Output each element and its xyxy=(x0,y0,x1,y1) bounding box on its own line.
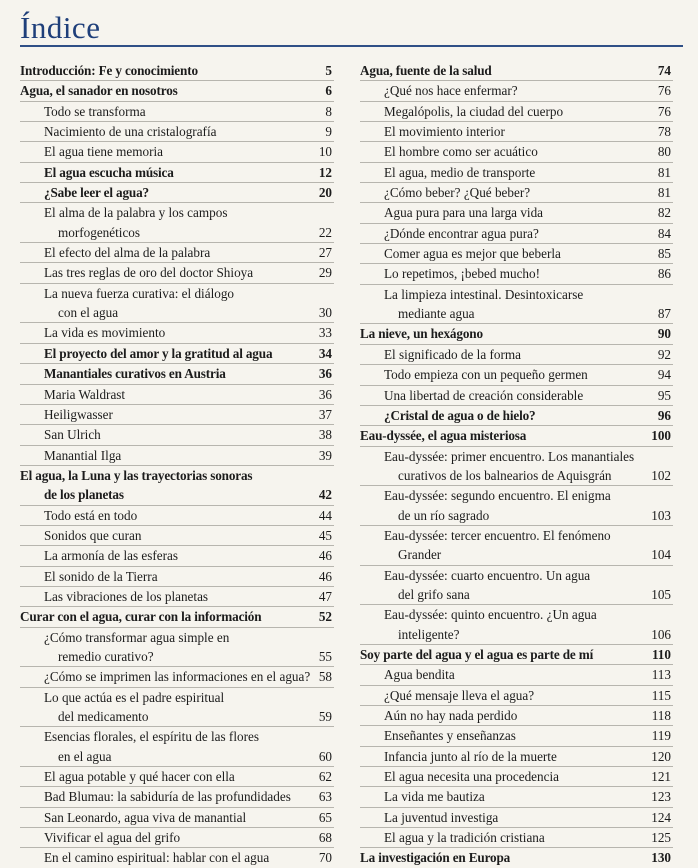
toc-entry xyxy=(360,605,673,645)
toc-entry-title: Maria Waldrast xyxy=(44,386,126,402)
toc-entry xyxy=(20,81,334,101)
toc-page-number: 113 xyxy=(651,667,671,683)
toc-page-number: 29 xyxy=(318,265,332,281)
toc-entry-title: Esencias florales, el espíritu de las flores xyxy=(44,729,259,745)
toc-page-number: 123 xyxy=(651,789,671,805)
toc-entry xyxy=(20,122,334,142)
toc-page-number: 27 xyxy=(318,245,332,261)
toc-page-number: 20 xyxy=(318,185,332,201)
toc-entry-title-continued: del grifo sana xyxy=(398,586,470,602)
toc-entry xyxy=(360,406,673,426)
toc-entry xyxy=(360,324,673,344)
toc-entry-title-continued: remedio curativo? xyxy=(58,648,154,664)
toc-entry-title: Aún no hay nada perdido xyxy=(384,708,518,723)
toc-entry-title: Sonidos que curan xyxy=(44,527,142,543)
toc-entry-title: El agua y la tradición cristiana xyxy=(384,830,545,846)
title-rule xyxy=(20,45,683,47)
toc-entry xyxy=(360,203,673,223)
toc-page-number: 46 xyxy=(318,548,332,564)
toc-entry xyxy=(20,808,334,828)
toc-page-number: 121 xyxy=(651,769,671,785)
toc-entry-title-continued: mediante agua xyxy=(398,306,475,322)
toc-page-number: 104 xyxy=(651,547,671,563)
toc-page-number: 95 xyxy=(657,387,671,403)
toc-entry xyxy=(20,628,334,668)
toc-page-number: 52 xyxy=(318,609,332,625)
toc-page-number: 12 xyxy=(318,164,332,180)
toc-page-number: 125 xyxy=(651,830,671,846)
toc-entry xyxy=(360,224,673,244)
toc-page-number: 86 xyxy=(657,266,671,282)
toc-entry-title: Nacimiento de una cristalografía xyxy=(44,124,217,140)
toc-entry-title: San Ulrich xyxy=(44,427,101,443)
toc-page-number: 92 xyxy=(657,346,671,362)
toc-page-number: 105 xyxy=(651,586,671,602)
toc-entry-title: El alma de la palabra y los campos xyxy=(44,205,228,221)
toc-entry xyxy=(360,426,673,446)
toc-page-number: 96 xyxy=(657,407,671,423)
toc-entry xyxy=(20,446,334,466)
toc-entry-title: ¿Cómo beber? ¿Qué beber? xyxy=(384,185,531,201)
toc-entry xyxy=(360,183,673,203)
toc-page-number: 78 xyxy=(657,124,671,140)
toc-page-number: 130 xyxy=(651,850,671,866)
toc-entry-title: Las tres reglas de oro del doctor Shioya xyxy=(44,265,254,281)
toc-page-number: 42 xyxy=(318,487,332,503)
toc-entry-title: Heiligwasser xyxy=(44,406,113,422)
toc-entry-title: El agua, la Luna y las trayectorias sonoras xyxy=(20,467,253,483)
toc-entry xyxy=(360,244,673,264)
toc-entry-title-continued: curativos de los balnearios de Aquisgrán xyxy=(398,467,612,483)
toc-entry-title: Manantial Ilga xyxy=(44,447,122,463)
toc-entry-title: La nueva fuerza curativa: el diálogo xyxy=(44,285,235,301)
toc-entry-title: En el camino espiritual: hablar con el agua xyxy=(44,850,270,866)
toc-page-number: 68 xyxy=(318,830,332,846)
toc-page-number: 81 xyxy=(657,185,671,201)
toc-entry-title: Una libertad de creación considerable xyxy=(384,387,584,403)
toc-entry xyxy=(360,767,673,787)
toc-page-number: 94 xyxy=(657,367,671,383)
toc-entry xyxy=(360,747,673,767)
toc-entry-title: El sonido de la Tierra xyxy=(44,568,158,584)
page-title: Índice xyxy=(20,10,101,45)
toc-entry-title: ¿Sabe leer el agua? xyxy=(44,185,149,201)
toc-entry-title: El movimiento interior xyxy=(384,124,505,140)
toc-page-number: 38 xyxy=(318,427,332,443)
toc-entry xyxy=(20,607,334,627)
toc-entry-title: El agua tiene memoria xyxy=(44,144,164,160)
toc-page-number: 36 xyxy=(318,386,332,402)
toc-entry-title: El agua potable y qué hacer con ella xyxy=(44,769,235,785)
toc-entry-title: ¿Cristal de agua o de hielo? xyxy=(384,407,536,423)
toc-entry-title: El hombre como ser acuático xyxy=(384,144,538,160)
toc-column-right xyxy=(360,61,673,868)
toc-entry-title-continued: con el agua xyxy=(58,305,119,321)
toc-entry xyxy=(360,163,673,183)
toc-entry xyxy=(360,386,673,406)
toc-page-number: 76 xyxy=(657,83,671,99)
toc-entry-title: El significado de la forma xyxy=(384,346,521,362)
toc-entry xyxy=(20,323,334,343)
toc-entry xyxy=(360,808,673,828)
toc-entry-title: Vivificar el agua del grifo xyxy=(44,830,181,846)
toc-page-number: 34 xyxy=(318,345,332,361)
toc-entry-title: Agua bendita xyxy=(384,667,455,683)
toc-entry-title: Las vibraciones de los planetas xyxy=(44,588,209,604)
toc-entry xyxy=(360,787,673,807)
toc-entry xyxy=(20,848,334,867)
toc-page-number: 44 xyxy=(318,507,332,523)
toc-page-number: 45 xyxy=(318,527,332,543)
toc-entry-title: Lo que actúa es el padre espiritual xyxy=(44,689,225,705)
toc-page-number: 120 xyxy=(651,748,671,764)
toc-entry xyxy=(360,102,673,122)
toc-entry xyxy=(20,263,334,283)
toc-entry xyxy=(360,526,673,566)
toc-entry xyxy=(20,344,334,364)
toc-page-number: 118 xyxy=(651,708,671,723)
toc-page-number: 106 xyxy=(651,626,671,642)
toc-page-number: 81 xyxy=(657,164,671,180)
toc-entry xyxy=(20,203,334,243)
toc-entry xyxy=(360,447,673,487)
toc-entry-title: El agua necesita una procedencia xyxy=(384,769,560,785)
toc-entry-title: Eau-dyssée, el agua misteriosa xyxy=(360,428,527,444)
toc-entry xyxy=(20,688,334,728)
toc-entry xyxy=(360,285,673,325)
toc-entry-title: La vida es movimiento xyxy=(44,325,166,341)
toc-page-number: 9 xyxy=(325,124,332,140)
toc-page-number: 65 xyxy=(318,809,332,825)
toc-entry-title-continued: del medicamento xyxy=(58,709,149,724)
toc-entry-title-continued: inteligente? xyxy=(398,626,460,642)
toc-entry-title: Megalópolis, la ciudad del cuerpo xyxy=(384,103,564,119)
toc-entry-title: Eau-dyssée: segundo encuentro. El enigma xyxy=(384,488,611,504)
toc-entry xyxy=(360,706,673,726)
toc-entry xyxy=(20,163,334,183)
toc-page-number: 47 xyxy=(318,588,332,604)
toc-entry-title: La juventud investiga xyxy=(384,809,499,825)
toc-entry-title: La limpieza intestinal. Desintoxicarse xyxy=(384,286,584,302)
toc-page-number: 60 xyxy=(318,748,332,764)
toc-entry xyxy=(360,566,673,606)
toc-page-number: 103 xyxy=(651,507,671,523)
toc-entry-title: Todo empieza con un pequeño germen xyxy=(384,367,588,383)
toc-page-number: 90 xyxy=(657,326,671,342)
toc-entry-title: ¿Cómo transformar agua simple en xyxy=(44,629,230,645)
toc-entry-title: ¿Dónde encontrar agua pura? xyxy=(384,225,539,241)
toc-page-number: 10 xyxy=(318,144,332,160)
toc-entry-title: Eau-dyssée: cuarto encuentro. Un agua xyxy=(384,567,591,583)
toc-entry xyxy=(20,102,334,122)
toc-page-number: 102 xyxy=(651,467,671,483)
toc-entry-title-continued: en el agua xyxy=(58,748,112,764)
toc-entry xyxy=(20,61,334,81)
toc-entry-title-continued: Grander xyxy=(398,547,442,563)
toc-page-number: 110 xyxy=(651,646,671,662)
toc-entry-title: Agua, fuente de la salud xyxy=(360,63,492,78)
toc-page-number: 70 xyxy=(318,850,332,866)
toc-entry-title: Bad Blumau: la sabiduría de las profundidades xyxy=(44,789,291,805)
toc-page-number: 5 xyxy=(325,63,332,78)
toc-page-number: 119 xyxy=(651,728,671,744)
toc-page-number: 22 xyxy=(318,224,332,240)
toc-entry-title: Agua, el sanador en nosotros xyxy=(20,83,178,99)
toc-entry-title-continued: de un río sagrado xyxy=(398,507,490,523)
toc-entry-title: Eau-dyssée: quinto encuentro. ¿Un agua xyxy=(384,607,597,623)
toc-page-number: 33 xyxy=(318,325,332,341)
toc-entry-title: La vida me bautiza xyxy=(384,789,485,805)
toc-page-number: 74 xyxy=(657,63,671,78)
toc-column-left xyxy=(20,61,334,868)
toc-entry xyxy=(20,183,334,203)
toc-page-number: 82 xyxy=(657,205,671,221)
toc-entry xyxy=(20,567,334,587)
toc-page-number: 58 xyxy=(318,669,332,685)
toc-page-number: 46 xyxy=(318,568,332,584)
toc-entry xyxy=(20,466,334,506)
toc-entry xyxy=(360,848,673,867)
toc-entry xyxy=(360,365,673,385)
toc-entry xyxy=(20,405,334,425)
toc-entry-title: Introducción: Fe y conocimiento xyxy=(20,63,198,78)
toc-entry-title: Eau-dyssée: tercer encuentro. El fenómeno xyxy=(384,527,611,543)
toc-page-number: 36 xyxy=(318,366,332,382)
toc-page-number: 85 xyxy=(657,246,671,262)
toc-entry-title: Lo repetimos, ¡bebed mucho! xyxy=(384,266,541,282)
toc-page-number: 87 xyxy=(657,306,671,322)
toc-entry xyxy=(360,122,673,142)
toc-entry-title: Comer agua es mejor que beberla xyxy=(384,246,561,262)
toc-page-number: 80 xyxy=(657,144,671,160)
toc-page-number: 55 xyxy=(318,648,332,664)
toc-page-number: 63 xyxy=(318,789,332,805)
toc-entry-title: ¿Qué mensaje lleva el agua? xyxy=(384,687,535,703)
toc-entry-title: Manantiales curativos en Austria xyxy=(44,366,226,382)
toc-page-number: 100 xyxy=(651,428,671,444)
toc-entry xyxy=(20,587,334,607)
toc-page-number: 39 xyxy=(318,447,332,463)
toc-entry xyxy=(360,142,673,162)
toc-entry xyxy=(20,787,334,807)
toc-entry xyxy=(360,726,673,746)
toc-entry-title: Eau-dyssée: primer encuentro. Los manantiales xyxy=(384,448,635,464)
toc-page-number: 115 xyxy=(651,687,671,703)
toc-page-number: 59 xyxy=(318,709,332,724)
toc-entry xyxy=(20,142,334,162)
toc-entry xyxy=(360,686,673,706)
toc-entry xyxy=(20,667,334,687)
toc-entry xyxy=(360,486,673,526)
toc-entry xyxy=(20,727,334,767)
toc-entry-title: La armonía de las esferas xyxy=(44,548,179,564)
toc-entry xyxy=(360,828,673,848)
toc-entry-title-continued: de los planetas xyxy=(44,487,124,503)
toc-page-number: 84 xyxy=(657,225,671,241)
toc-entry-title: San Leonardo, agua viva de manantial xyxy=(44,809,247,825)
toc-entry xyxy=(20,284,334,324)
toc-entry-title: El agua escucha música xyxy=(44,164,174,180)
toc-entry-title: Enseñantes y enseñanzas xyxy=(384,728,516,744)
toc-entry xyxy=(360,61,673,81)
toc-entry-title: El efecto del alma de la palabra xyxy=(44,245,211,261)
toc-entry-title-continued: morfogenéticos xyxy=(58,224,141,240)
toc-page-number: 8 xyxy=(325,103,332,119)
toc-entry xyxy=(20,526,334,546)
toc-page-number: 37 xyxy=(318,406,332,422)
toc-entry xyxy=(360,665,673,685)
toc-entry xyxy=(20,425,334,445)
toc-entry xyxy=(20,767,334,787)
toc-entry-title: ¿Cómo se imprimen las informaciones en el agua? xyxy=(44,669,311,685)
toc-entry-title: El agua, medio de transporte xyxy=(384,164,536,180)
toc-page-number: 62 xyxy=(318,769,332,785)
toc-entry-title: El proyecto del amor y la gratitud al agua xyxy=(44,345,273,361)
toc-entry xyxy=(20,546,334,566)
toc-entry xyxy=(360,645,673,665)
toc-entry-title: Curar con el agua, curar con la información xyxy=(20,609,262,625)
toc-entry-title: ¿Qué nos hace enfermar? xyxy=(384,83,518,99)
toc-entry-title: Infancia junto al río de la muerte xyxy=(384,748,557,764)
toc-entry-title: Todo está en todo xyxy=(44,507,138,523)
toc-page-number: 30 xyxy=(318,305,332,321)
toc-page-number: 76 xyxy=(657,103,671,119)
toc-entry xyxy=(20,364,334,384)
toc-entry-title: La nieve, un hexágono xyxy=(360,326,483,342)
toc-entry-title: La investigación en Europa xyxy=(360,850,511,866)
toc-entry xyxy=(20,243,334,263)
toc-entry-title: Soy parte del agua y el agua es parte de mí xyxy=(360,646,594,662)
toc-entry xyxy=(20,385,334,405)
toc-entry-title: Agua pura para una larga vida xyxy=(384,205,544,221)
toc-entry xyxy=(360,81,673,101)
toc-entry xyxy=(360,345,673,365)
toc-entry xyxy=(360,264,673,284)
toc-page-number: 6 xyxy=(325,83,332,99)
toc-entry xyxy=(20,828,334,848)
toc-entry-title: Todo se transforma xyxy=(44,103,146,119)
toc-page-number: 124 xyxy=(651,809,671,825)
toc-entry xyxy=(20,506,334,526)
